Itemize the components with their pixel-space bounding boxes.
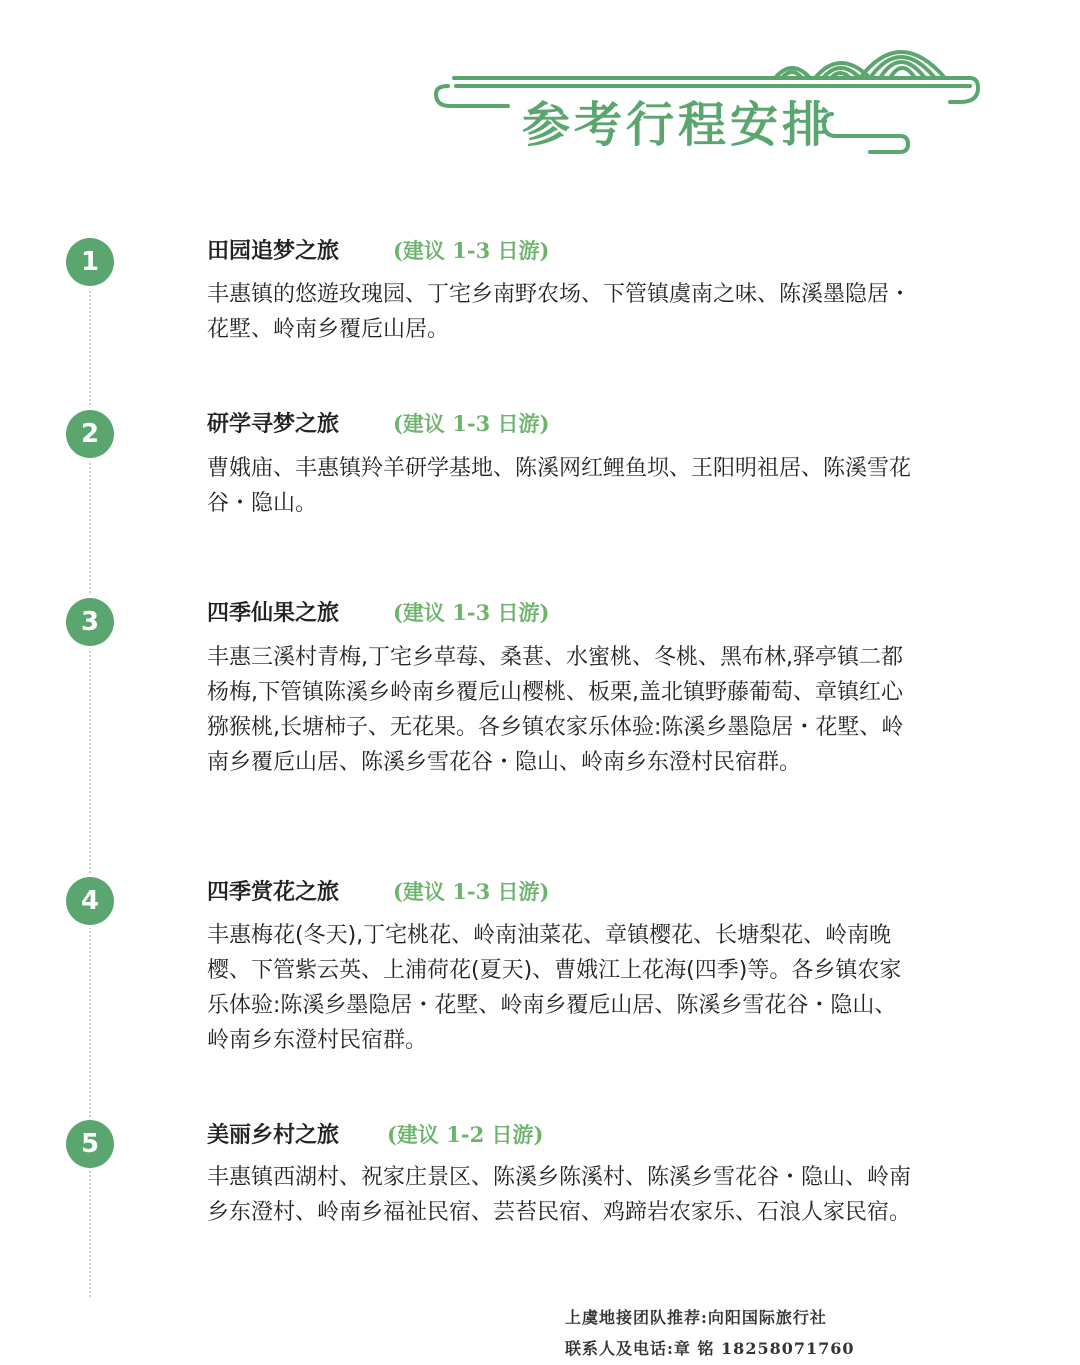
route-title: 四季赏花之旅: [207, 880, 340, 905]
route-number-badge: 2: [66, 410, 114, 458]
route-title: 美丽乡村之旅: [207, 1123, 340, 1148]
route-days: (建议 1-3 日游): [393, 879, 550, 904]
route-days: (建议 1-3 日游): [393, 411, 550, 436]
route-number-badge: 3: [66, 598, 114, 646]
route-days: (建议 1-2 日游): [387, 1122, 544, 1147]
footer-contact: [565, 1302, 855, 1364]
route-description: 丰惠梅花(冬天),丁宅桃花、岭南油菜花、章镇樱花、长塘梨花、岭南晚樱、下管紫云英、上浦荷花(夏天)、曹娥江上花海(四季)等。各乡镇农家乐体验:陈溪乡墨隐居・花墅、岭南乡覆卮山居、陈溪乡雪花谷・隐山、岭南乡东澄村民宿群。: [207, 923, 902, 1053]
route-days: (建议 1-3 日游): [393, 600, 550, 625]
route-description: 曹娥庙、丰惠镇羚羊研学基地、陈溪网红鲤鱼坝、王阳明祖居、陈溪雪花谷・隐山。: [207, 456, 912, 516]
route-description: 丰惠三溪村青梅,丁宅乡草莓、桑葚、水蜜桃、冬桃、黑布林,驿亭镇二都杨梅,下管镇陈溪乡岭南乡覆卮山樱桃、板栗,盖北镇野藤葡萄、章镇红心猕猴桃,长塘柿子、无花果。各乡镇农家乐体验:陈溪乡墨隐居・花墅、岭南乡覆卮山居、陈溪乡雪花谷・隐山、岭南乡东澄村民宿群。: [207, 645, 904, 775]
route-number-badge: 5: [66, 1120, 114, 1168]
route-number-badge: 1: [66, 238, 114, 286]
route-days: (建议 1-3 日游): [393, 238, 550, 263]
route-title: 四季仙果之旅: [207, 601, 340, 626]
route-title: 研学寻梦之旅: [207, 412, 340, 437]
route-description: 丰惠镇的悠遊玫瑰园、丁宅乡南野农场、下管镇虞南之味、陈溪墨隐居・花墅、岭南乡覆卮山居。: [207, 282, 912, 342]
route-number-badge: 4: [66, 877, 114, 925]
header-banner: [430, 28, 990, 168]
page-title: 参考行程安排: [522, 97, 835, 153]
contact-info: 联系人及电话:章 铭 18258071760: [565, 1339, 855, 1358]
route-description: 丰惠镇西湖村、祝家庄景区、陈溪乡陈溪村、陈溪乡雪花谷・隐山、岭南乡东澄村、岭南乡福祉民宿、芸苔民宿、鸡蹄岩农家乐、石浪人家民宿。: [207, 1165, 912, 1225]
agency-recommendation: 上虞地接团队推荐:向阳国际旅行社: [565, 1308, 827, 1327]
route-title: 田园追梦之旅: [207, 239, 340, 264]
